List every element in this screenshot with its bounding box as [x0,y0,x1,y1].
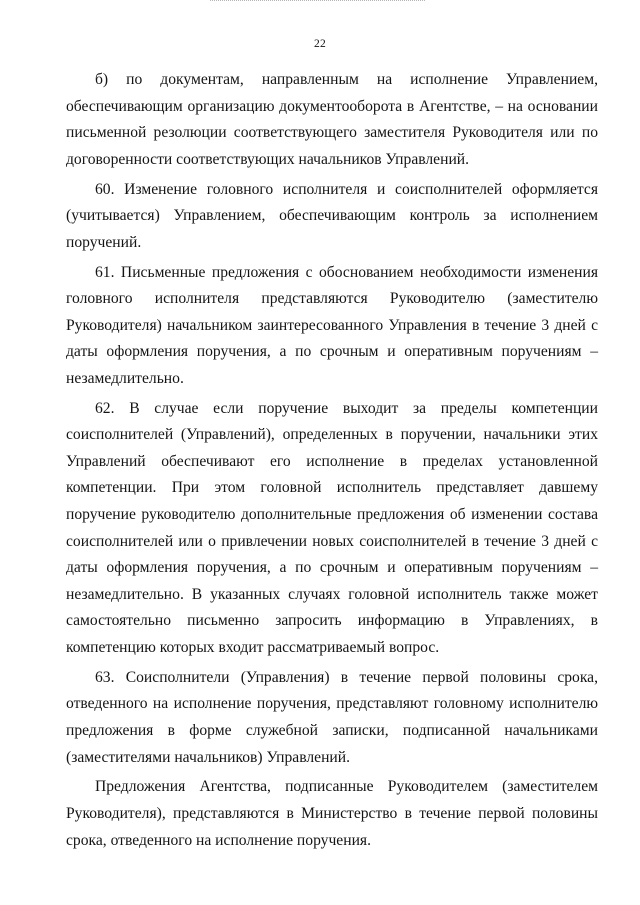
paragraph-63: 63. Соисполнители (Управления) в течение первой половины срока, отведенного на исполнение поручения, представляют головному исполнителю предложения в форме служебной записки, подписанной начальниками (заместителями начальников) Управлений. [66,668,598,766]
document-body [66,67,598,857]
page-number: 22 [313,38,327,50]
scan-edge-divider [210,0,425,2]
paragraph-agency-proposals: Предложения Агентства, подписанные Руководителем (заместителем Руководителя), представляются в Министерство в течение первой половины срока, отведенного на исполнение поручения. [66,778,598,849]
paragraph-61: 61. Письменные предложения с обоснованием необходимости изменения головного исполнителя представляются Руководителю (заместителю Руководителя) начальником заинтересованного Управления в течение 3 дней с даты оформления поручения, а по срочным и оперативным поручениям – незамедлительно. [66,263,598,387]
paragraph-b: б) по документам, направленным на исполнение Управлением, обеспечивающим организацию документооборота в Агентстве, – на основании письменной резолюции соответствующего заместителя Руководителя или по договоренности соответствующих начальников Управлений. [66,71,598,168]
paragraph-60: 60. Изменение головного исполнителя и соисполнителей оформляется (учитывается) Управлением, обеспечивающим контроль за исполнением поручений. [66,180,598,251]
paragraph-62: 62. В случае если поручение выходит за пределы компетенции соисполнителей (Управлений), определенных в поручении, начальники этих Управлений обеспечивают его исполнение в пределах установленной компетенции. При этом головной исполнитель представляет давшему поручение руководителю дополнительные предложения об изменении состава соисполнителей или о привлечении новых соисполнителей в течение 3 дней с даты оформления поручения, а по срочным и оперативным поручениям – незамедлительно. В указанных случаях головной исполнитель также может самостоятельно письменно запросить информацию в Управлениях, в компетенцию которых входит рассматриваемый вопрос. [66,399,598,657]
